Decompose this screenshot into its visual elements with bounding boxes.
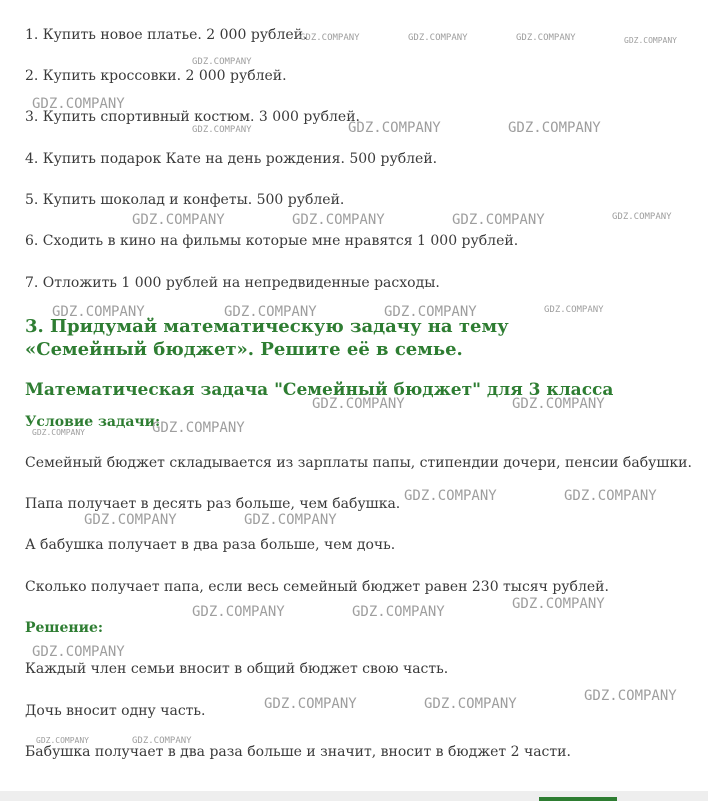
condition-line-4: Сколько получает папа, если весь семейный бюджет равен 230 тысяч рублей. — [25, 579, 609, 595]
list-item-2: 2. Купить кроссовки. 2 000 рублей. — [25, 68, 287, 84]
watermark: GDZ.COMPANY — [512, 396, 605, 412]
watermark: GDZ.COMPANY — [424, 696, 517, 712]
watermark: GDZ.COMPANY — [564, 488, 657, 504]
watermark: GDZ.COMPANY — [192, 125, 252, 135]
watermark: GDZ.COMPANY — [348, 120, 441, 136]
solution-label: Решение: — [25, 620, 104, 636]
watermark: GDZ.COMPANY — [132, 736, 192, 746]
watermark: GDZ.COMPANY — [32, 428, 85, 437]
watermark: GDZ.COMPANY — [132, 212, 225, 228]
watermark: GDZ.COMPANY — [612, 212, 672, 222]
problem-title: Математическая задача "Семейный бюджет" для 3 класса — [25, 380, 614, 400]
list-item-5: 5. Купить шоколад и конфеты. 500 рублей. — [25, 192, 345, 208]
watermark: GDZ.COMPANY — [544, 305, 604, 315]
watermark: GDZ.COMPANY — [192, 57, 252, 67]
task-heading: 3. Придумай математическую задачу на тему «Семейный бюджет». Решите её в семье. — [25, 316, 509, 360]
watermark: GDZ.COMPANY — [516, 33, 576, 43]
list-item-1: 1. Купить новое платье. 2 000 рублей. — [25, 27, 308, 43]
solution-line-2: Дочь вносит одну часть. — [25, 703, 206, 719]
list-item-4: 4. Купить подарок Кате на день рождения. 500 рублей. — [25, 151, 438, 167]
watermark: GDZ.COMPANY — [452, 212, 545, 228]
watermark: GDZ.COMPANY — [192, 604, 285, 620]
condition-label: Условие задачи: — [25, 414, 161, 430]
watermark: GDZ.COMPANY — [264, 696, 357, 712]
watermark: GDZ.COMPANY — [512, 596, 605, 612]
watermark: GDZ.COMPANY — [300, 33, 360, 43]
watermark: GDZ.COMPANY — [244, 512, 337, 528]
watermark: GDZ.COMPANY — [292, 212, 385, 228]
condition-line-3: А бабушка получает в два раза больше, чем дочь. — [25, 537, 396, 553]
watermark: GDZ.COMPANY — [224, 304, 317, 320]
watermark: GDZ.COMPANY — [508, 120, 601, 136]
solution-line-1: Каждый член семьи вносит в общий бюджет свою часть. — [25, 661, 449, 677]
watermark: GDZ.COMPANY — [584, 688, 677, 704]
watermark: GDZ.COMPANY — [32, 644, 125, 660]
list-item-7: 7. Отложить 1 000 рублей на непредвиденные расходы. — [25, 275, 440, 291]
watermark: GDZ.COMPANY — [36, 736, 89, 745]
list-item-6: 6. Сходить в кино на фильмы которые мне нравятся 1 000 рублей. — [25, 233, 519, 249]
solution-line-3: Бабушка получает в два раза больше и значит, вносит в бюджет 2 части. — [25, 744, 571, 760]
watermark: GDZ.COMPANY — [52, 304, 145, 320]
watermark: GDZ.COMPANY — [312, 396, 405, 412]
bottom-accent-button[interactable] — [539, 797, 617, 801]
condition-line-1: Семейный бюджет складывается из зарплаты папы, стипендии дочери, пенсии бабушки. — [25, 455, 692, 471]
watermark: GDZ.COMPANY — [384, 304, 477, 320]
watermark: GDZ.COMPANY — [152, 420, 245, 436]
watermark: GDZ.COMPANY — [84, 512, 177, 528]
watermark: GDZ.COMPANY — [408, 33, 468, 43]
condition-line-2: Папа получает в десять раз больше, чем бабушка. — [25, 496, 401, 512]
watermark: GDZ.COMPANY — [404, 488, 497, 504]
watermark: GDZ.COMPANY — [352, 604, 445, 620]
watermark: GDZ.COMPANY — [32, 96, 125, 112]
watermark: GDZ.COMPANY — [624, 36, 677, 45]
list-item-3: 3. Купить спортивный костюм. 3 000 рублей. — [25, 109, 360, 125]
